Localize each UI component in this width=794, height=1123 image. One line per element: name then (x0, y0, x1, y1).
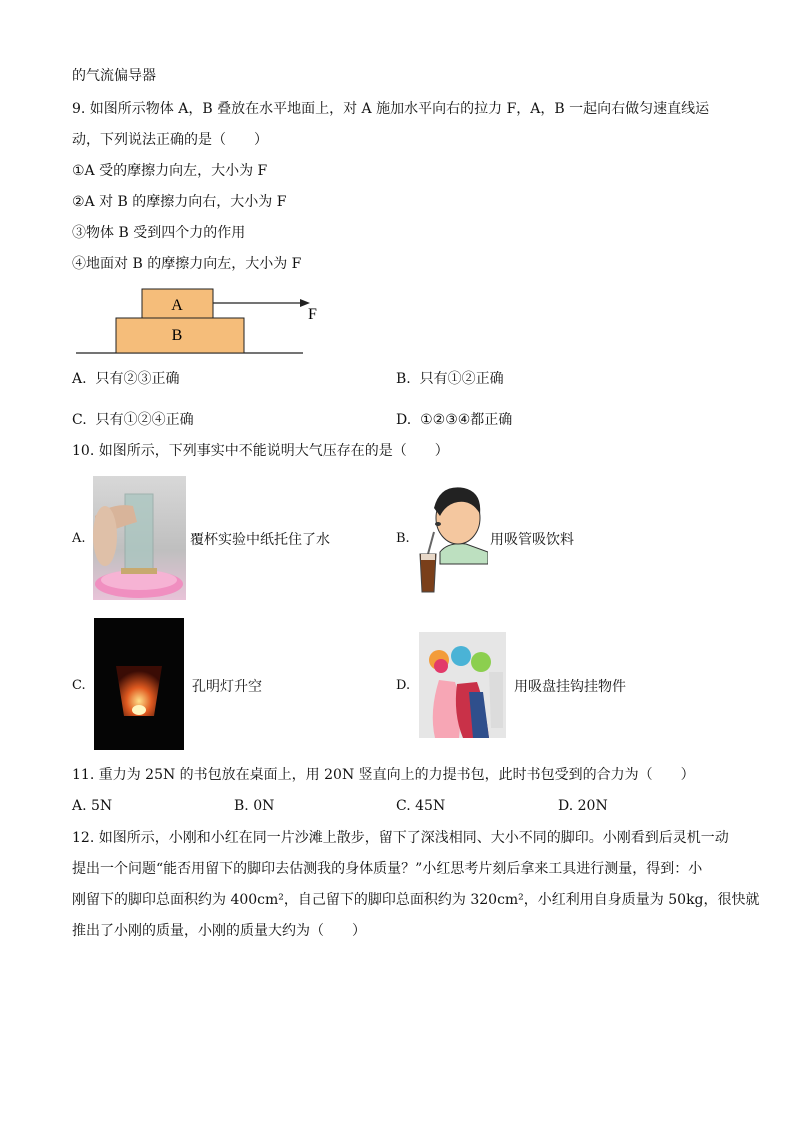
glass-water-photo (93, 476, 186, 600)
option-c[interactable] (72, 411, 194, 429)
option-key: A. (72, 371, 87, 387)
option-key: C. (396, 798, 411, 814)
q11-option-d[interactable] (558, 797, 608, 815)
option-a[interactable] (72, 370, 179, 388)
option-key: D. (558, 798, 574, 814)
block-b-label: B (171, 327, 183, 344)
question-12-stem-cont: 刚留下的脚印总面积约为 400cm²，自己留下的脚印总面积约为 320cm²，小红利用自身质量为 50kg，很快就 (72, 892, 760, 908)
question-9-stem: 9. 如图所示物体 A，B 叠放在水平地面上，对 A 施加水平向右的拉力 F，A，B 一起向右做匀速直线运 (72, 101, 710, 117)
option-text: 45N (415, 798, 446, 814)
option-b-text: 用吸管吸饮料 (490, 532, 574, 548)
suction-hooks-photo (419, 632, 506, 738)
blocks-figure (70, 282, 330, 362)
block-a-label: A (171, 297, 183, 314)
statement-4: ④地面对 B 的摩擦力向左，大小为 F (72, 256, 302, 272)
option-key: D. (396, 412, 412, 428)
option-b[interactable] (396, 370, 504, 388)
option-text: 0N (253, 798, 275, 814)
force-label: F (308, 306, 317, 323)
option-text: 只有①②④正确 (95, 412, 194, 428)
option-key: B. (396, 371, 411, 387)
statement-3: ③物体 B 受到四个力的作用 (72, 225, 246, 241)
option-text: 5N (91, 798, 113, 814)
question-9-stem-cont: 动，下列说法正确的是（ ） (72, 132, 268, 148)
option-text: ①②③④都正确 (420, 412, 513, 428)
question-12-stem-cont: 推出了小刚的质量，小刚的质量大约为（ ） (72, 923, 366, 939)
statement-1: ①A 受的摩擦力向左，大小为 F (72, 163, 268, 179)
boy-straw-illustration (418, 482, 488, 594)
question-12-stem: 12. 如图所示，小刚和小红在同一片沙滩上散步，留下了深浅相同、大小不同的脚印。小刚看到后灵机一动 (72, 830, 729, 846)
q11-option-c[interactable] (396, 797, 445, 815)
option-d[interactable] (396, 411, 512, 429)
option-a-key[interactable]: A. (72, 531, 86, 546)
statement-2: ②A 对 B 的摩擦力向右，大小为 F (72, 194, 287, 210)
option-c-text: 孔明灯升空 (192, 679, 262, 695)
option-key: B. (234, 798, 249, 814)
question-12-stem-cont: 提出一个问题“能否用留下的脚印去估测我的身体质量？”小红思考片刻后拿来工具进行测量，得到：小 (72, 861, 703, 877)
q11-option-b[interactable] (234, 797, 274, 815)
sky-lantern-photo (94, 618, 184, 750)
option-d-text: 用吸盘挂钩挂物件 (514, 679, 626, 695)
option-a-text: 覆杯实验中纸托住了水 (190, 532, 330, 548)
question-10-stem: 10. 如图所示，下列事实中不能说明大气压存在的是（ ） (72, 443, 449, 459)
option-key: A. (72, 798, 87, 814)
option-text: 20N (577, 798, 608, 814)
text-line: 的气流偏导器 (72, 68, 156, 84)
option-d-key[interactable]: D. (396, 678, 411, 693)
option-c-key[interactable]: C. (72, 678, 86, 693)
option-key: C. (72, 412, 87, 428)
option-b-key[interactable]: B. (396, 531, 410, 546)
q11-option-a[interactable] (72, 797, 112, 815)
question-11-stem: 11. 重力为 25N 的书包放在桌面上，用 20N 竖直向上的力提书包，此时书包受到的合力为（ ） (72, 767, 695, 783)
option-text: 只有①②正确 (419, 371, 504, 387)
option-text: 只有②③正确 (95, 371, 180, 387)
